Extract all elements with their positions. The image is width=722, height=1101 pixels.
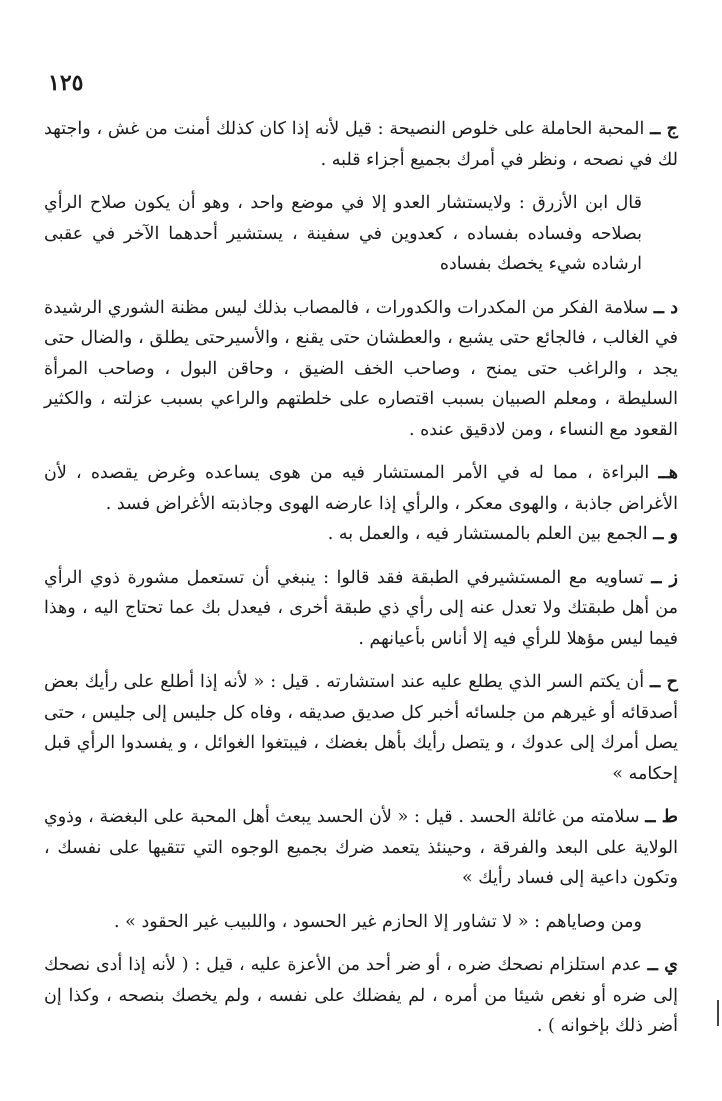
paragraph-text: الجمع بين العلم بالمستشار فيه ، والعمل به . bbox=[327, 524, 648, 544]
paragraph-zay bbox=[44, 563, 678, 655]
item-marker: ح ــ bbox=[649, 672, 678, 692]
item-marker: هــ bbox=[658, 463, 678, 483]
paragraph-text: عدم استلزام نصحك ضره ، أو ضر أحد من الأعزة عليه ، قيل : ( لأنه إذا أدى نصحك إلى ضره أو نغص شيئا من أمره ، لم يفضلك على نفسه ، ولم يخصك بنصحه ، وكذا إن أضر ذلك بإخوانه ) . bbox=[44, 955, 678, 1036]
paragraph-hha bbox=[44, 667, 678, 789]
paragraph-text: تساويه مع المستشيرفي الطبقة فقد قالوا : ينبغي أن تستعمل مشورة ذوي الرأي من أهل طبقتك ولا تعدل عنه إلى رأي ذي طبقة أخرى ، فيعدل بك عما تحتاج اليه ، وهذا فيما ليس مؤهلا للرأي فيه إلا أناس بأعيانهم . bbox=[44, 567, 678, 649]
item-marker: ي ــ bbox=[647, 955, 678, 975]
page-number: ١٢٥ bbox=[48, 70, 84, 96]
paragraph-text: أن يكتم السر الذي يطلع عليه عند استشارته . قيل : « لأنه إذا أطلع على رأيك بعض أصدقائه أو غيرهم من جلسائه أخبر كل صديق صديقه ، وفاه كل جليس إلى جليس ، حتى يصل أمرك إلى عدوك ، و يتصل رأيك بأهل بغضك ، فيبتغوا الغوائل ، و يفسدوا الرأي قبل إحكامه » bbox=[44, 672, 678, 784]
paragraph-tta bbox=[44, 802, 678, 894]
paragraph-jim bbox=[44, 114, 678, 175]
margin-mark bbox=[717, 1000, 719, 1026]
item-marker: ج ــ bbox=[650, 119, 678, 139]
paragraph-text: سلامة الفكر من المكدرات والكدورات ، فالمصاب بذلك ليس مظنة الشوري الرشيدة في الغالب ، فالجائع حتى يشبع ، والعطشان حتى يقنع ، والأسيرحتى يطلق ، والضال حتى يجد ، والراغب حتى يمنح ، وصاحب الخف الضيق ، وحاقن البول ، وصاحب المرأة السليطة ، ومعلم الصبيان بسبب اقتصاره على خلطتهم والراعي بسبب عزلته ، والكثير القعود مع النساء ، ومن لادقيق عنده . bbox=[44, 297, 678, 440]
paragraph-ha bbox=[44, 458, 678, 519]
paragraph-text: سلامته من غائلة الحسد . قيل : « لأن الحسد يبعث أهل المحبة على البغضة ، وذوي الولاية على البعد والفرقة ، وحينئذ يتعمد ضرك بجميع الوجوه التي تتقيها على نفسك ، وتكون داعية إلى فساد رأيك » bbox=[44, 807, 678, 888]
paragraph-text: البراءة ، مما له في الأمر المستشار فيه من هوى يساعده وغرض يقصده ، لأن الأغراض جاذبة ، والهوى معكر ، والرأي إذا عارضه الهوى وجاذبته الأغراض فسد . bbox=[44, 463, 678, 514]
page-body bbox=[44, 114, 678, 1042]
paragraph-text: قال ابن الأزرق : ولايستشار العدو إلا في موضع واحد ، وهو أن يكون صلاح الرأي بصلاحه وفساده بفساده ، كعدوين في سفينة ، يستشير أحدهما الآخر في عقبى ارشاده شيء يخصك بفساده bbox=[44, 193, 642, 274]
item-marker: و ــ bbox=[653, 524, 678, 544]
paragraph-ya bbox=[44, 950, 678, 1042]
paragraph-quote-ibn-alazraq bbox=[44, 188, 678, 280]
item-marker: د ــ bbox=[653, 297, 678, 318]
item-marker: ز ــ bbox=[651, 567, 678, 588]
item-marker: ط ــ bbox=[645, 807, 678, 827]
paragraph-text: ومن وصاياهم : « لا تشاور إلا الحازم غير الحسود ، واللبيب غير الحقود » . bbox=[114, 911, 642, 932]
paragraph-dal bbox=[44, 293, 678, 446]
paragraph-waw bbox=[44, 519, 678, 550]
paragraph-advice-quote bbox=[44, 907, 678, 938]
paragraph-text: المحبة الحاملة على خلوص النصيحة : قيل لأنه إذا كان كذلك أمنت من غش ، واجتهد لك في نصحه ، ونظر في أمرك بجميع أجزاء قلبه . bbox=[44, 119, 678, 170]
